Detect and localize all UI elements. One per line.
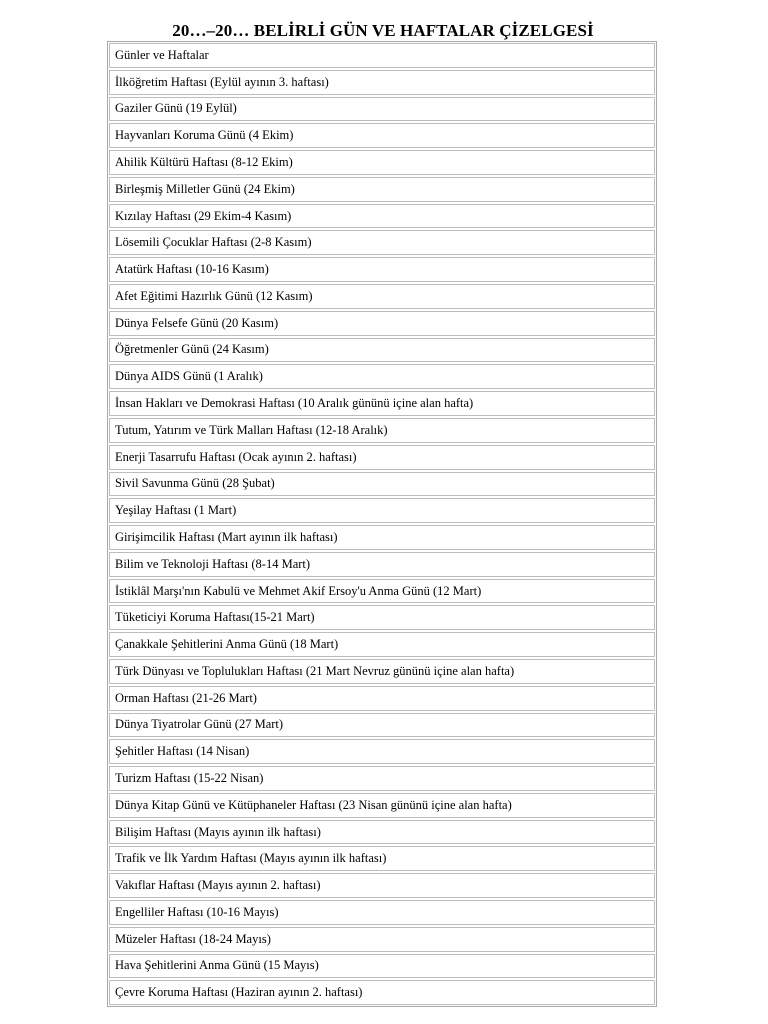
table-row: Engelliler Haftası (10-16 Mayıs) <box>109 900 655 925</box>
table-row: Şehitler Haftası (14 Nisan) <box>109 739 655 764</box>
table-row: Hava Şehitlerini Anma Günü (15 Mayıs) <box>109 954 655 979</box>
table-row: Hayvanları Koruma Günü (4 Ekim) <box>109 123 655 148</box>
table-row: Birleşmiş Milletler Günü (24 Ekim) <box>109 177 655 202</box>
table-row: Türk Dünyası ve Toplulukları Haftası (21 Mart Nevruz gününü içine alan hafta) <box>109 659 655 684</box>
table-row: Çevre Koruma Haftası (Haziran ayının 2. haftası) <box>109 980 655 1005</box>
table-row: Vakıflar Haftası (Mayıs ayının 2. haftası) <box>109 873 655 898</box>
table-row: Bilim ve Teknoloji Haftası (8-14 Mart) <box>109 552 655 577</box>
days-weeks-table <box>107 41 657 1007</box>
table-row: Bilişim Haftası (Mayıs ayının ilk haftası) <box>109 820 655 845</box>
table-row: Gaziler Günü (19 Eylül) <box>109 97 655 122</box>
table-row: Öğretmenler Günü (24 Kasım) <box>109 338 655 363</box>
table-row: Orman Haftası (21-26 Mart) <box>109 686 655 711</box>
table-row: Kızılay Haftası (29 Ekim-4 Kasım) <box>109 204 655 229</box>
table-row: Lösemili Çocuklar Haftası (2-8 Kasım) <box>109 230 655 255</box>
table-row: Afet Eğitimi Hazırlık Günü (12 Kasım) <box>109 284 655 309</box>
table-header-cell: Günler ve Haftalar <box>109 43 655 68</box>
table-row: Trafik ve İlk Yardım Haftası (Mayıs ayının ilk haftası) <box>109 846 655 871</box>
table-row: İstiklâl Marşı'nın Kabulü ve Mehmet Akif Ersoy'u Anma Günü (12 Mart) <box>109 579 655 604</box>
table-row: Girişimcilik Haftası (Mart ayının ilk haftası) <box>109 525 655 550</box>
table-row: Dünya AIDS Günü (1 Aralık) <box>109 364 655 389</box>
table-row: Çanakkale Şehitlerini Anma Günü (18 Mart) <box>109 632 655 657</box>
table-body <box>109 43 655 1005</box>
table-row: Tüketiciyi Koruma Haftası(15-21 Mart) <box>109 605 655 630</box>
table-row: Yeşilay Haftası (1 Mart) <box>109 498 655 523</box>
table-row: Ahilik Kültürü Haftası (8-12 Ekim) <box>109 150 655 175</box>
table-row: İnsan Hakları ve Demokrasi Haftası (10 Aralık gününü içine alan hafta) <box>109 391 655 416</box>
table-row: Turizm Haftası (15-22 Nisan) <box>109 766 655 791</box>
table-row: Sivil Savunma Günü (28 Şubat) <box>109 472 655 497</box>
table-row: İlköğretim Haftası (Eylül ayının 3. haftası) <box>109 70 655 95</box>
table-row: Müzeler Haftası (18-24 Mayıs) <box>109 927 655 952</box>
page-title: 20…–20… BELİRLİ GÜN VE HAFTALAR ÇİZELGESİ <box>172 21 594 40</box>
table-row: Atatürk Haftası (10-16 Kasım) <box>109 257 655 282</box>
table-row: Dünya Felsefe Günü (20 Kasım) <box>109 311 655 336</box>
table-row: Enerji Tasarrufu Haftası (Ocak ayının 2. haftası) <box>109 445 655 470</box>
table-row: Dünya Tiyatrolar Günü (27 Mart) <box>109 713 655 738</box>
table-row: Dünya Kitap Günü ve Kütüphaneler Haftası (23 Nisan gününü içine alan hafta) <box>109 793 655 818</box>
table-row: Tutum, Yatırım ve Türk Malları Haftası (12-18 Aralık) <box>109 418 655 443</box>
